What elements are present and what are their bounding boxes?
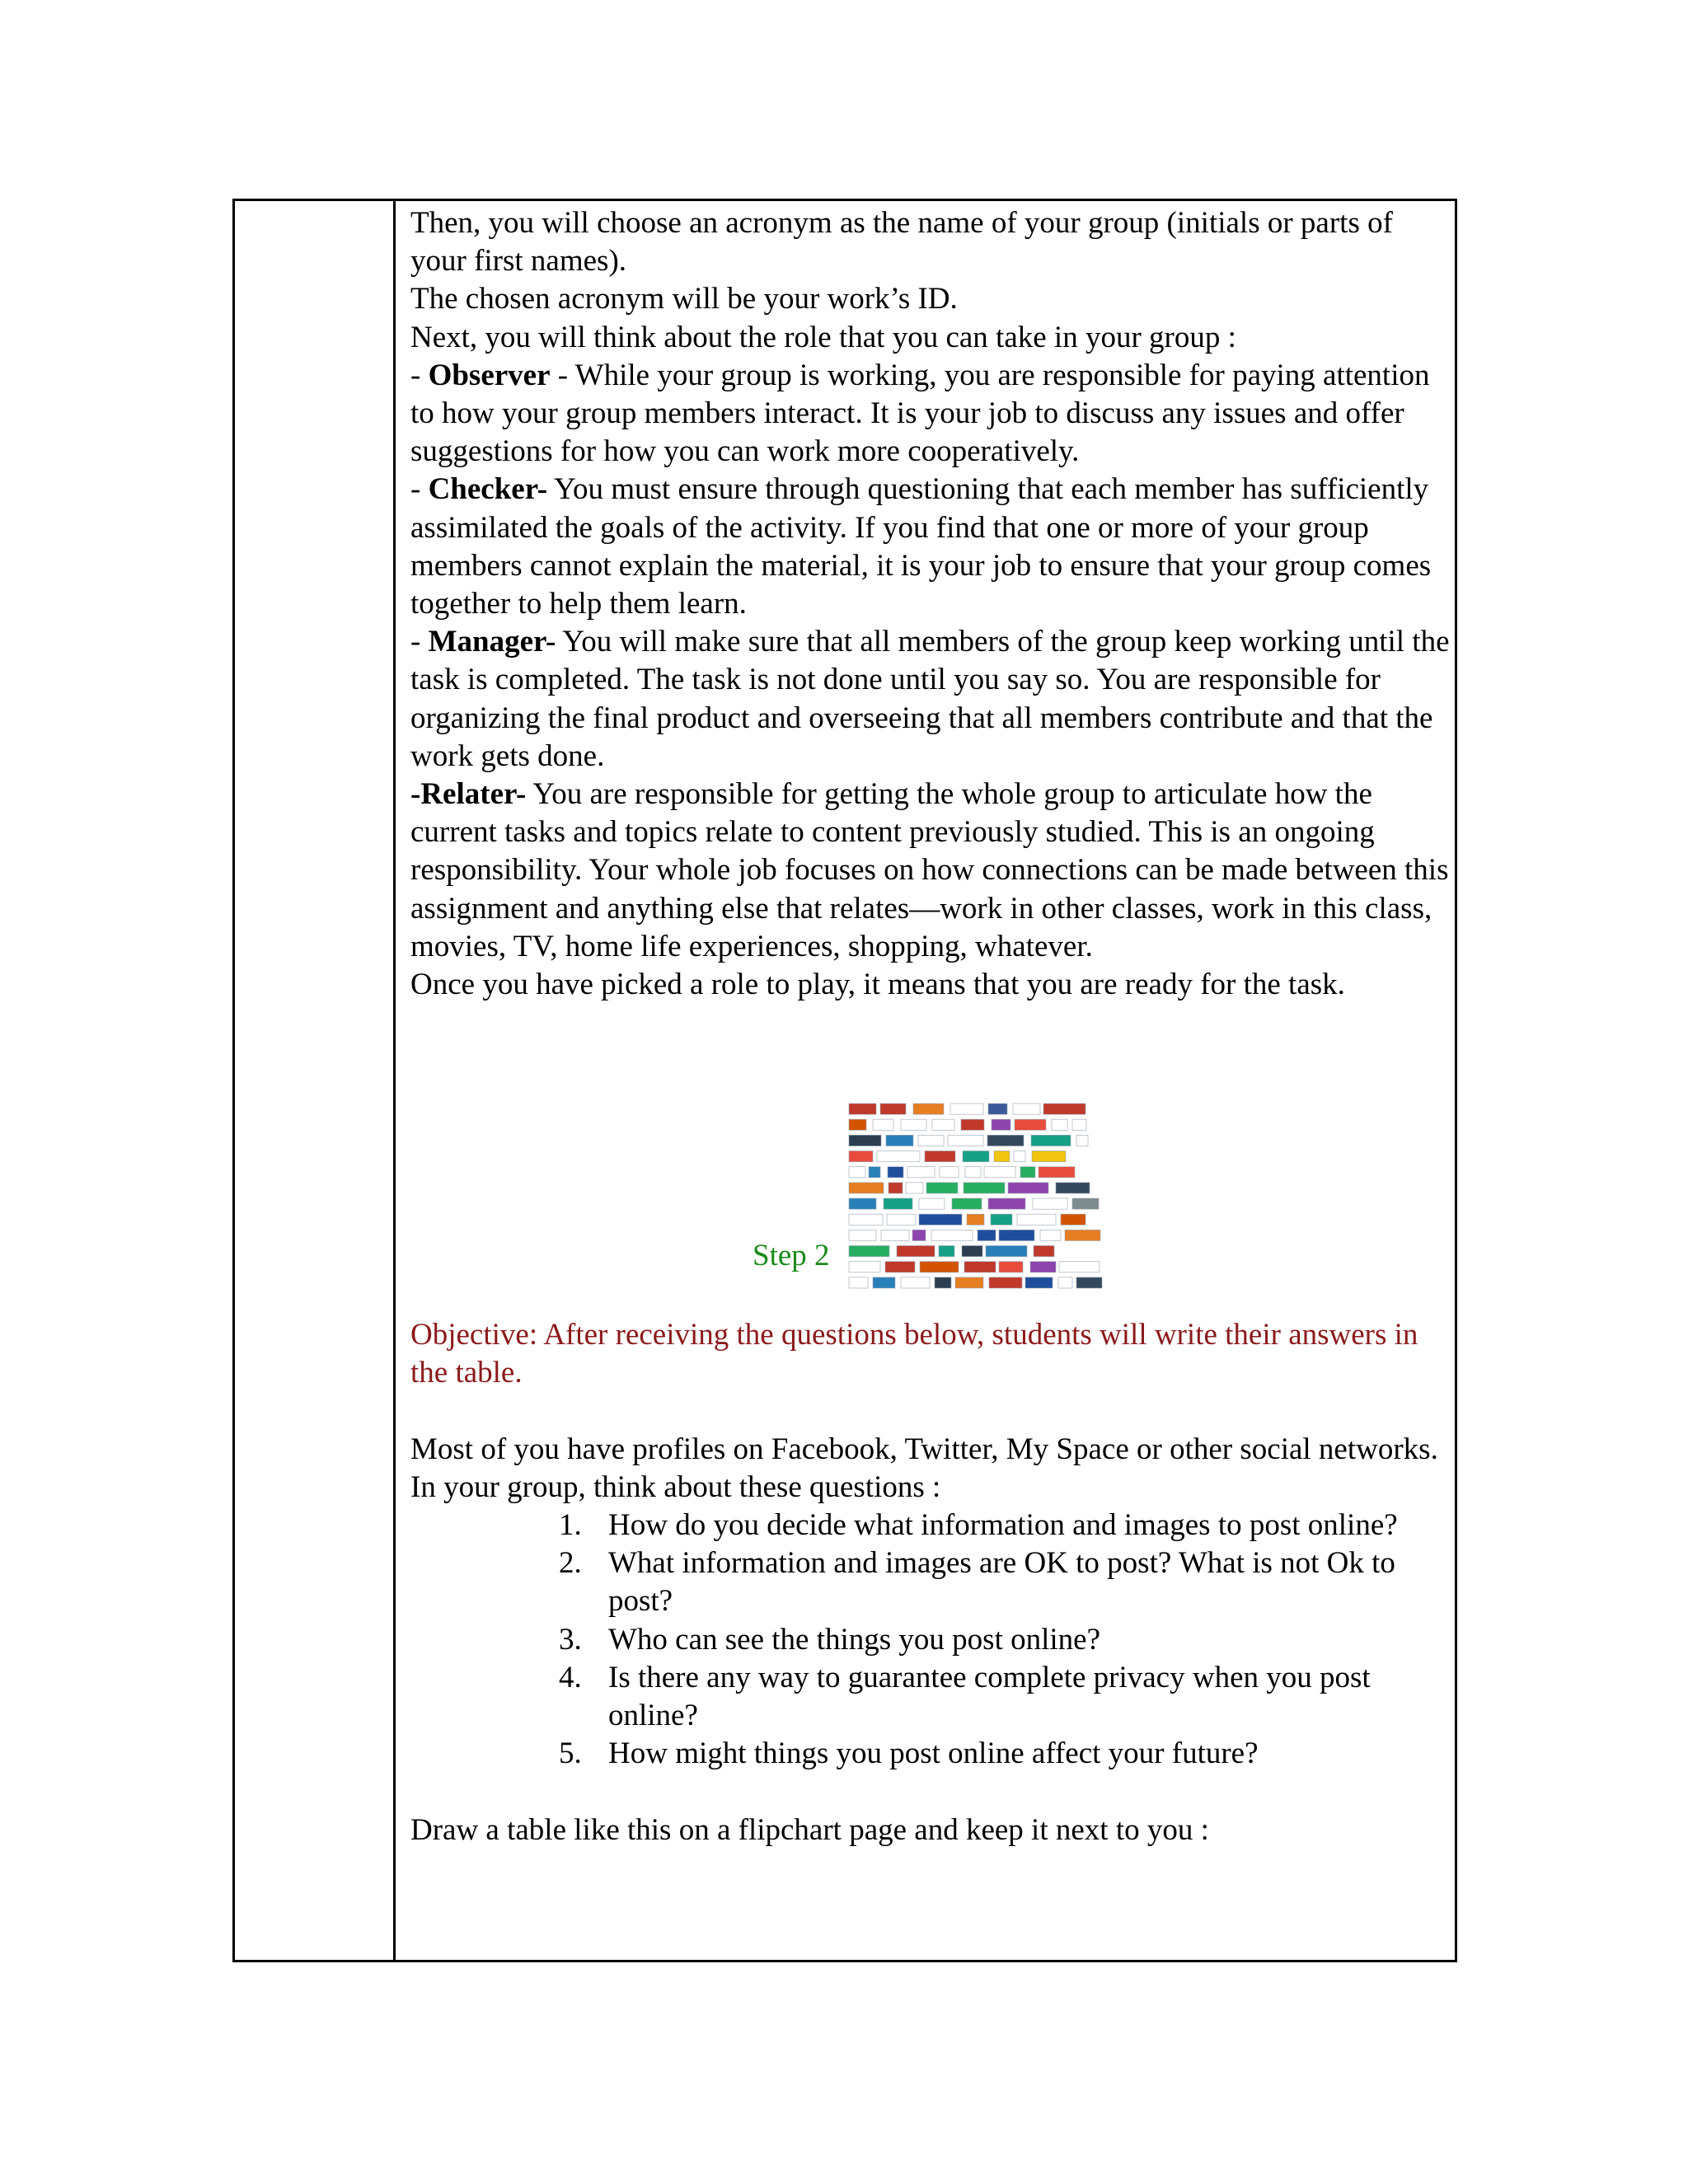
document-table: [232, 199, 1457, 1962]
logo-tile: [901, 1119, 926, 1130]
logo-tile: [925, 1151, 955, 1162]
logo-tile: [1076, 1136, 1088, 1146]
logo-tile: [988, 1104, 1007, 1114]
logo-tile: [1015, 1119, 1046, 1130]
logo-tile: [964, 1262, 996, 1272]
logo-tile: [881, 1230, 909, 1241]
logo-tile: [955, 1277, 983, 1288]
logo-tile: [1061, 1214, 1085, 1225]
logo-tile: [849, 1104, 876, 1114]
logo-tile: [849, 1167, 865, 1178]
logo-tile: [1039, 1167, 1075, 1178]
logo-tile: [1032, 1151, 1066, 1162]
logo-tile: [1059, 1262, 1100, 1272]
logo-tile: [1076, 1277, 1102, 1288]
logo-tile: [906, 1183, 923, 1193]
logo-tile: [849, 1136, 881, 1146]
step-2-label: Step 2: [753, 1239, 830, 1273]
list-item: 3. Who can see the things you post online?: [559, 1622, 1101, 1657]
ready-sentence: Once you have picked a role to play, it means that you are ready for the task.: [410, 968, 1345, 1002]
logo-tile: [1008, 1183, 1048, 1193]
role-manager: - Manager- You will make sure that all members of the group keep working until the task is completed. The task is not done until you say so. You are responsible for organizing the final product and overseeing that all members contribute and that the work gets done.: [410, 625, 1450, 773]
logo-tile: [869, 1167, 880, 1178]
list-item: 4. Is there any way to guarantee complete privacy when you post online?: [559, 1660, 1371, 1733]
logo-tile: [1052, 1119, 1067, 1130]
table-left-column: [235, 201, 396, 1960]
role-checker: - Checker- You must ensure through questioning that each member has sufficiently assimilated the goals of the activity. If you find that one or more of your group members cannot explain the material, it is your job to ensure that your group comes together to help them learn.: [410, 472, 1432, 621]
logo-tile: [984, 1167, 1015, 1178]
logo-tile: [1033, 1198, 1067, 1209]
logo-tile: [889, 1183, 903, 1193]
logo-tile: [901, 1277, 930, 1288]
logo-tile: [849, 1246, 889, 1257]
logo-tile: [1058, 1277, 1072, 1288]
logo-tile: [986, 1246, 1027, 1257]
logo-tile: [978, 1230, 996, 1241]
logo-tile: [913, 1104, 944, 1114]
logo-tile: [1025, 1277, 1053, 1288]
logo-tile: [1013, 1104, 1040, 1114]
logo-tile: [1017, 1214, 1056, 1225]
logo-tile: [935, 1277, 951, 1288]
logo-tile: [1043, 1104, 1085, 1114]
logo-tile: [962, 1246, 982, 1257]
logo-tile: [912, 1230, 926, 1241]
logo-tile: [939, 1246, 954, 1257]
logo-tile: [931, 1230, 973, 1241]
logo-tile: [994, 1151, 1010, 1162]
logo-tile: [1065, 1230, 1100, 1241]
logo-tile: [999, 1262, 1023, 1272]
logo-tile: [1031, 1136, 1071, 1146]
logo-tile: [877, 1151, 920, 1162]
intro-paragraph-2: The chosen acronym will be your work’s ID.: [410, 282, 958, 316]
logo-tile: [1014, 1151, 1025, 1162]
logo-tile: [849, 1262, 880, 1272]
intro-paragraph-3: Next, you will think about the role that you can take in your group :: [410, 320, 1236, 354]
logo-tile: [888, 1167, 903, 1178]
logo-tile: [992, 1119, 1010, 1130]
logo-tile: [919, 1214, 962, 1225]
logo-tile: [880, 1104, 906, 1114]
logo-tile: [926, 1183, 958, 1193]
logo-tile: [907, 1167, 935, 1178]
logo-tile: [988, 1198, 1025, 1209]
logo-tile: [991, 1214, 1012, 1225]
logo-tile: [965, 1167, 981, 1178]
logo-tile: [897, 1246, 935, 1257]
logo-tile: [950, 1104, 983, 1114]
logo-tile: [987, 1136, 1024, 1146]
logo-tile: [1040, 1230, 1061, 1241]
logo-tile: [919, 1198, 945, 1209]
questions-prompt: Most of you have profiles on Facebook, Twitter, My Space or other social networks. In your group, think about these questions :: [410, 1432, 1438, 1504]
intro-paragraph-1: Then, you will choose an acronym as the name of your group (initials or parts of your first names).: [410, 206, 1393, 279]
logo-tile: [849, 1151, 873, 1162]
logo-tile: [963, 1151, 989, 1162]
social-network-logos-image: [847, 1101, 1104, 1291]
logo-tile: [1072, 1119, 1086, 1130]
logo-tile: [887, 1214, 916, 1225]
logo-tile: [1056, 1183, 1090, 1193]
logo-tile: [964, 1183, 1005, 1193]
questions-list: [410, 1507, 1451, 1773]
list-item: 2. What information and images are OK to post? What is not Ok to post?: [559, 1546, 1395, 1619]
logo-tile: [952, 1198, 982, 1209]
logo-tile: [873, 1277, 895, 1288]
logo-tile: [948, 1136, 983, 1146]
logo-tile: [849, 1198, 876, 1209]
logo-tile: [884, 1198, 912, 1209]
logo-tile: [849, 1183, 884, 1193]
logo-tile: [1020, 1167, 1035, 1178]
logo-tile: [873, 1119, 893, 1130]
role-relater: -Relater- You are responsible for getting the whole group to articulate how the current tasks and topics relate to content previously studied. This is an ongoing responsibility. Your whole job focuses on how connections can be made between this assignment and anything else that relates—work in other classes, work in this class, movies, TV, home life experiences, shopping, whatever.: [410, 777, 1449, 963]
logo-tile: [849, 1277, 868, 1288]
role-observer: - Observer - While your group is working, you are responsible for paying attention to how your group members interact. It is your job to discuss any issues and offer suggestions for how you can work more cooperatively.: [410, 358, 1430, 469]
logo-tile: [849, 1119, 866, 1130]
logo-tile: [932, 1119, 954, 1130]
logo-tile: [1034, 1246, 1054, 1257]
logo-tile: [961, 1119, 984, 1130]
logo-tile: [920, 1262, 959, 1272]
logo-tile: [885, 1262, 915, 1272]
logo-tile: [918, 1136, 944, 1146]
logo-tile: [886, 1136, 913, 1146]
logo-tile: [940, 1167, 959, 1178]
list-item: 1. How do you decide what information and images to post online?: [559, 1508, 1398, 1543]
logo-tile: [967, 1214, 984, 1225]
logo-tile: [849, 1214, 883, 1225]
logo-tile: [999, 1230, 1034, 1241]
logo-tile: [1072, 1198, 1099, 1209]
list-item: 5. How might things you post online affect your future?: [559, 1736, 1259, 1771]
objective-text: Objective: After receiving the questions below, students will write their answers in the table.: [410, 1318, 1418, 1390]
logo-tile: [849, 1230, 876, 1241]
closing-instruction: Draw a table like this on a flipchart page and keep it next to you :: [410, 1812, 1209, 1847]
step-2-row: [410, 1080, 1451, 1273]
logo-tile: [1030, 1262, 1056, 1272]
logo-tile: [989, 1277, 1022, 1288]
table-content-cell: [410, 204, 1451, 1849]
